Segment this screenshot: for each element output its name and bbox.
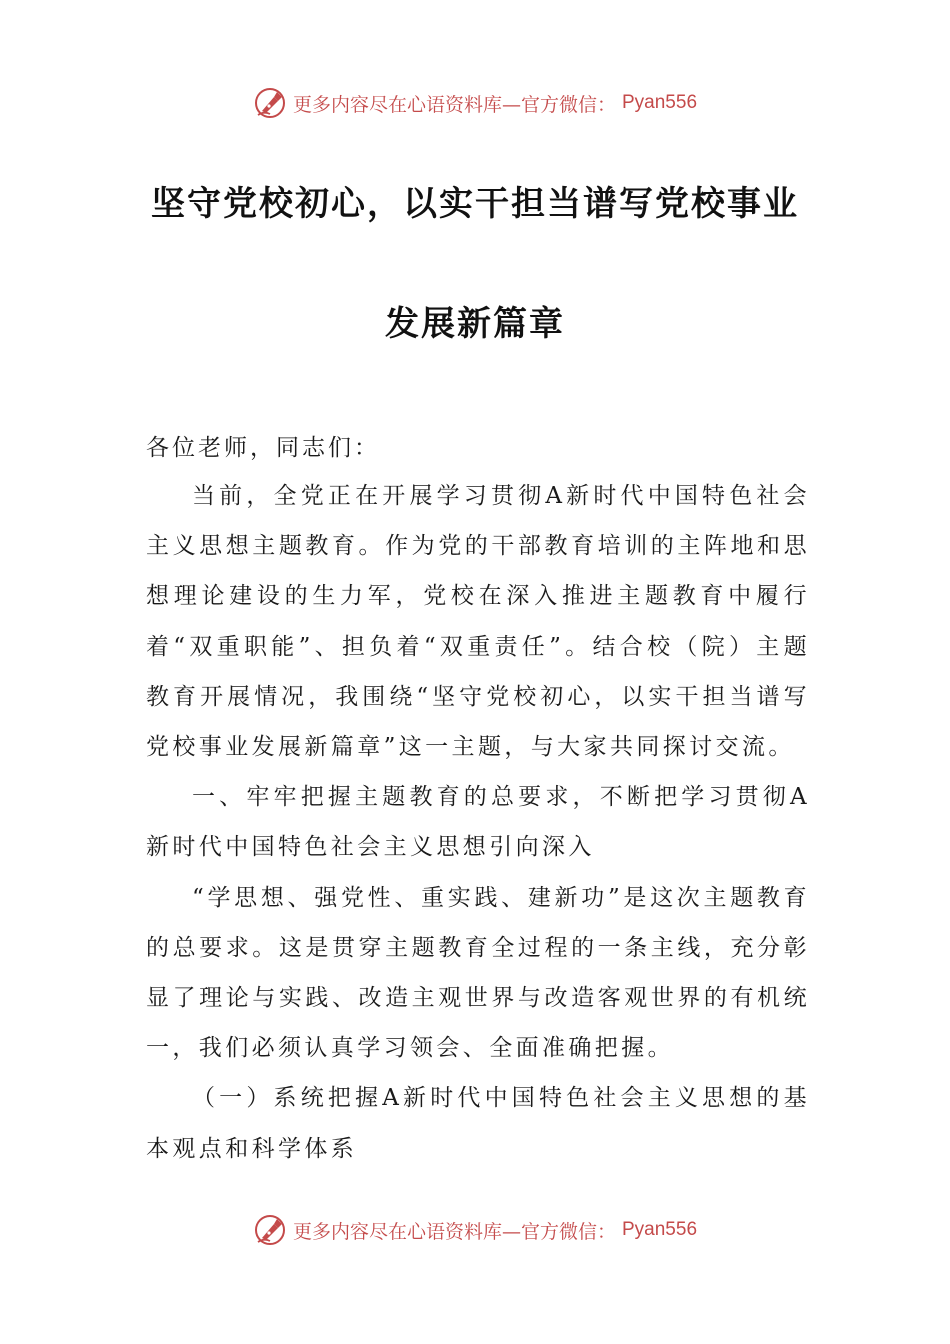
watermark-wechat-id: Pyan556	[622, 92, 698, 113]
watermark-text: 更多内容尽在心语资料库—官方微信：	[292, 1220, 616, 1243]
pen-nib-logo-icon	[253, 86, 287, 120]
document-title-line-2: 发展新篇章	[385, 304, 565, 344]
watermark-header	[0, 83, 950, 123]
watermark-wechat-id: Pyan556	[622, 1219, 698, 1240]
watermark-footer	[0, 1210, 950, 1250]
paragraph-intro: 当前，全党正在开展学习贯彻A新时代中国特色社会主义思想主题教育。作为党的干部教育培训的主阵地和思想理论建设的生力军，党校在深入推进主题教育中履行着“双重职能”、担负着“双重责任”。结合校（院）主题教育开展情况，我围绕“坚守党校初心，以实干担当谱写党校事业发展新篇章”这一主题，与大家共同探讨交流。	[146, 483, 810, 761]
paragraph-requirements: “学思想、强党性、重实践、建新功”是这次主题教育的总要求。这是贯穿主题教育全过程的一条主线，充分彰显了理论与实践、改造主观世界与改造客观世界的有机统一，我们必须认真学习领会、全面准确把握。	[146, 884, 810, 1062]
document-body	[146, 471, 810, 1174]
watermark-text: 更多内容尽在心语资料库—官方微信：	[292, 93, 616, 116]
section-heading-1: 一、牢牢把握主题教育的总要求，不断把学习贯彻A新时代中国特色社会主义思想引向深入	[146, 784, 810, 861]
subsection-heading-1: （一）系统把握A新时代中国特色社会主义思想的基本观点和科学体系	[146, 1085, 810, 1162]
document-title-line-1: 坚守党校初心，以实干担当谱写党校事业	[151, 184, 799, 224]
pen-nib-logo-icon	[253, 1213, 287, 1247]
salutation: 各位老师，同志们：	[146, 435, 380, 461]
